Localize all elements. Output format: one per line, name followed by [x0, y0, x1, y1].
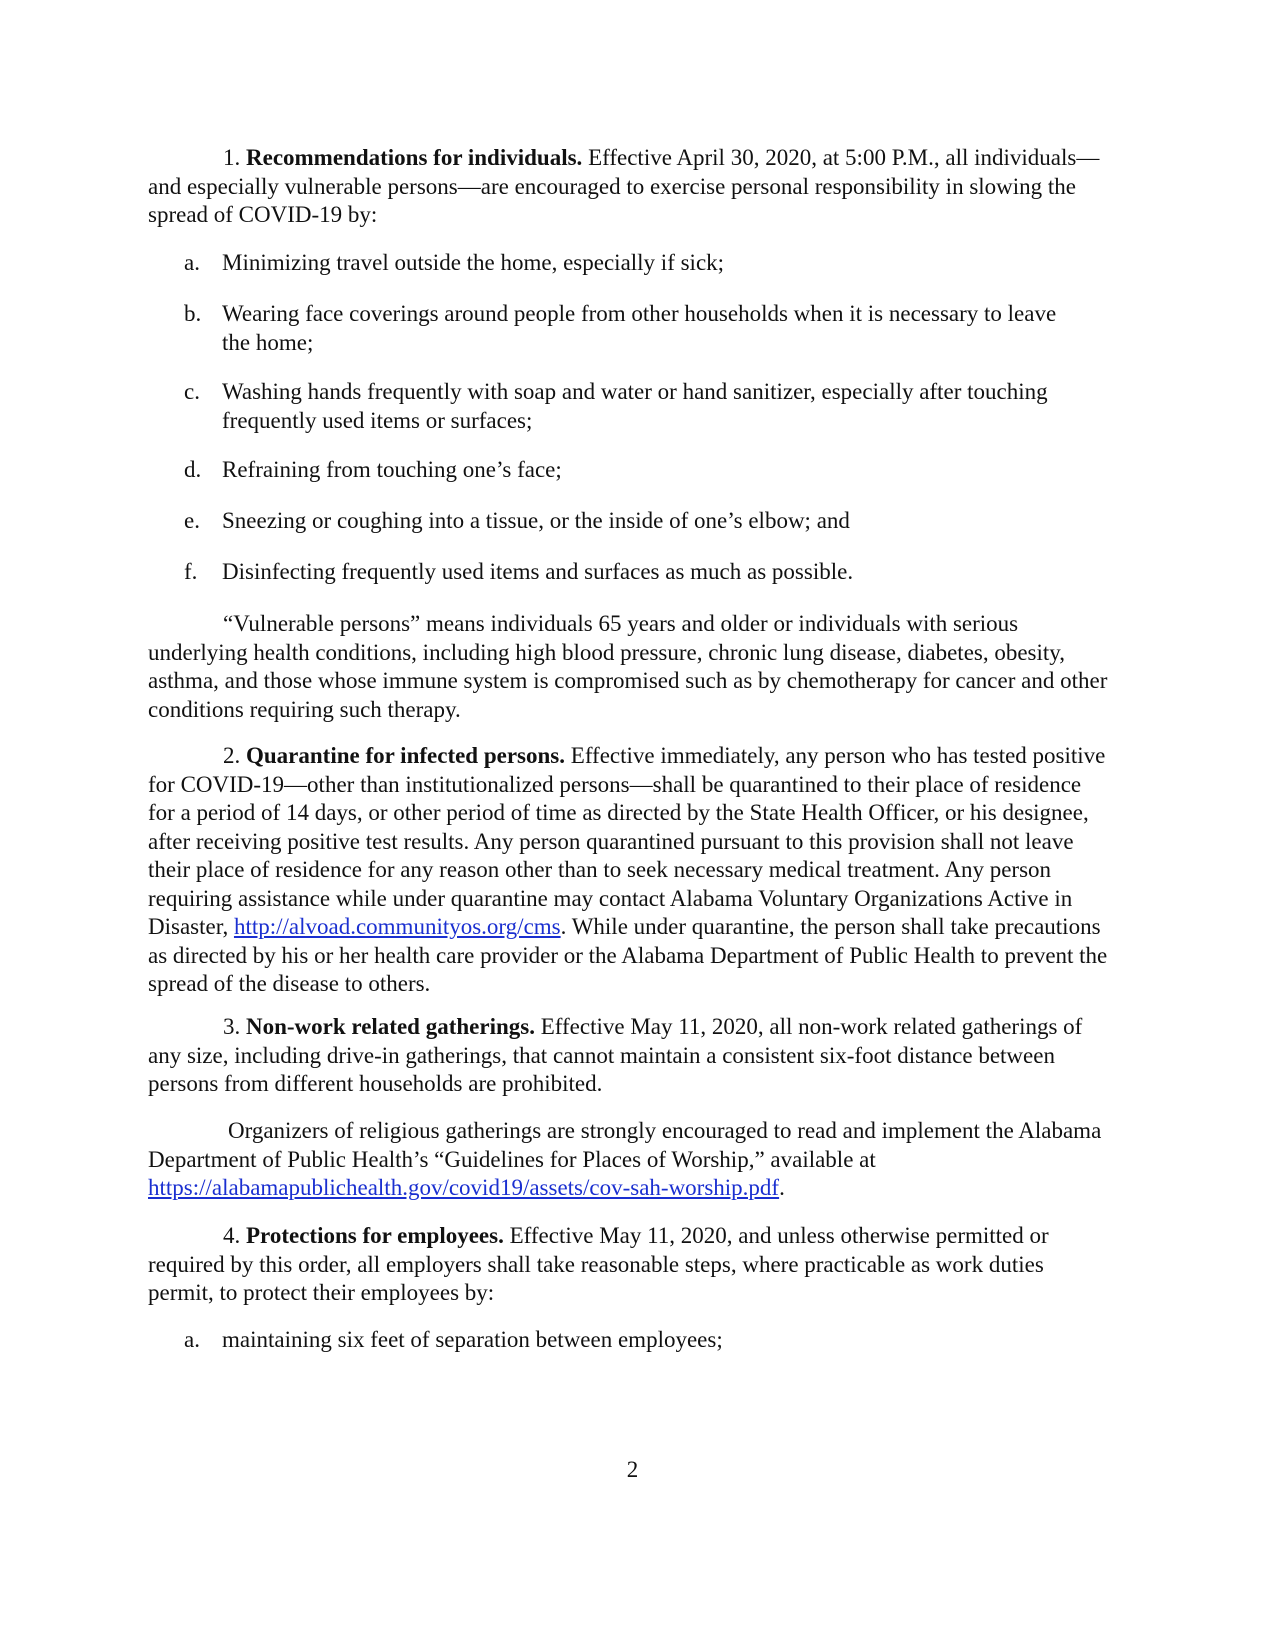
list-item-text: Washing hands frequently with soap and water or hand sanitizer, especially after touching frequently used items or surfaces;: [222, 379, 1048, 433]
section-4-number: 4.: [223, 1223, 241, 1248]
list-item-text: maintaining six feet of separation between employees;: [222, 1327, 723, 1352]
list-item: [184, 456, 1084, 485]
section-3-number: 3.: [223, 1014, 241, 1039]
section-1-heading: Recommendations for individuals.: [246, 145, 583, 170]
list-item: [184, 249, 1084, 278]
religious-gatherings-paragraph: [148, 1117, 1108, 1203]
list-item-marker: f.: [184, 559, 198, 584]
section-4-body: Effective May 11, 2020, and unless otherwise permitted or required by this order, all employers shall take reasonable steps, where practicable as work duties permit, to protect their employees by:: [148, 1223, 1049, 1305]
section-2-heading: Quarantine for infected persons.: [246, 743, 566, 768]
list-item-marker: a.: [184, 250, 200, 275]
list-item: [184, 507, 1084, 536]
list-item-text: Disinfecting frequently used items and surfaces as much as possible.: [222, 559, 854, 584]
section-1-number: 1.: [223, 145, 241, 170]
section-4-paragraph: [148, 1222, 1108, 1308]
section-2-number: 2.: [223, 743, 241, 768]
religious-gatherings-text: Organizers of religious gatherings are strongly encouraged to read and implement the Alabama Department of Public Health’s “Guidelines for Places of Worship,” available at: [148, 1118, 1102, 1172]
list-item-text: Refraining from touching one’s face;: [222, 457, 562, 482]
section-4-heading: Protections for employees.: [246, 1223, 504, 1248]
list-item: [184, 1326, 1084, 1355]
section-1-paragraph: [148, 144, 1108, 230]
section-2-body-continued: . While under quarantine, the person shall take precautions as directed by his or her health care provider or the Alabama Department of Public Health to prevent the spread of the disease to others.: [148, 914, 1108, 996]
religious-gatherings-end: .: [779, 1175, 785, 1200]
list-item-text: Minimizing travel outside the home, especially if sick;: [222, 250, 725, 275]
list-item-marker: a.: [184, 1327, 200, 1352]
list-item-marker: c.: [184, 379, 200, 404]
list-item: [184, 558, 1084, 587]
worship-guidelines-link[interactable]: https://alabamapublichealth.gov/covid19/assets/cov-sah-worship.pdf: [148, 1175, 780, 1200]
list-item-marker: e.: [184, 508, 200, 533]
section-3-heading: Non-work related gatherings.: [246, 1014, 535, 1039]
vulnerable-persons-definition: “Vulnerable persons” means individuals 65 years and older or individuals with serious underlying health conditions, including high blood pressure, chronic lung disease, diabetes, obesity, asthma, and those whose immune system is compromised such as by chemotherapy for cancer and other conditions requiring such therapy.: [148, 611, 1108, 722]
section-2-body: Effective immediately, any person who has tested positive for COVID-19—other than institutionalized persons—shall be quarantined to their place of residence for a period of 14 days, or other period of time as directed by the State Health Officer, or his designee, after receiving positive test results. Any person quarantined pursuant to this provision shall not leave their place of residence for any reason other than to seek necessary medical treatment. Any person requiring assistance while under quarantine may contact Alabama Voluntary Organizations Active in Disaster,: [148, 743, 1106, 939]
list-item-text: Wearing face coverings around people from other households when it is necessary to leave the home;: [222, 301, 1057, 355]
list-item: [184, 378, 1084, 435]
section-3-body: Effective May 11, 2020, all non-work related gatherings of any size, including drive-in gatherings, that cannot maintain a consistent six-foot distance between persons from different households are prohibited.: [148, 1014, 1083, 1096]
section-1-body: Effective April 30, 2020, at 5:00 P.M., all individuals—and especially vulnerable persons—are encouraged to exercise personal responsibility in slowing the spread of COVID-19 by:: [148, 145, 1100, 227]
list-item: [184, 300, 1084, 357]
section-2-paragraph: [148, 742, 1108, 999]
list-item-marker: b.: [184, 301, 202, 326]
section-3-paragraph: [148, 1013, 1108, 1099]
page-number: 2: [626, 1457, 639, 1482]
list-item-text: Sneezing or coughing into a tissue, or the inside of one’s elbow; and: [222, 508, 850, 533]
alvoad-link[interactable]: http://alvoad.communityos.org/cms: [233, 914, 561, 939]
list-item-marker: d.: [184, 457, 202, 482]
